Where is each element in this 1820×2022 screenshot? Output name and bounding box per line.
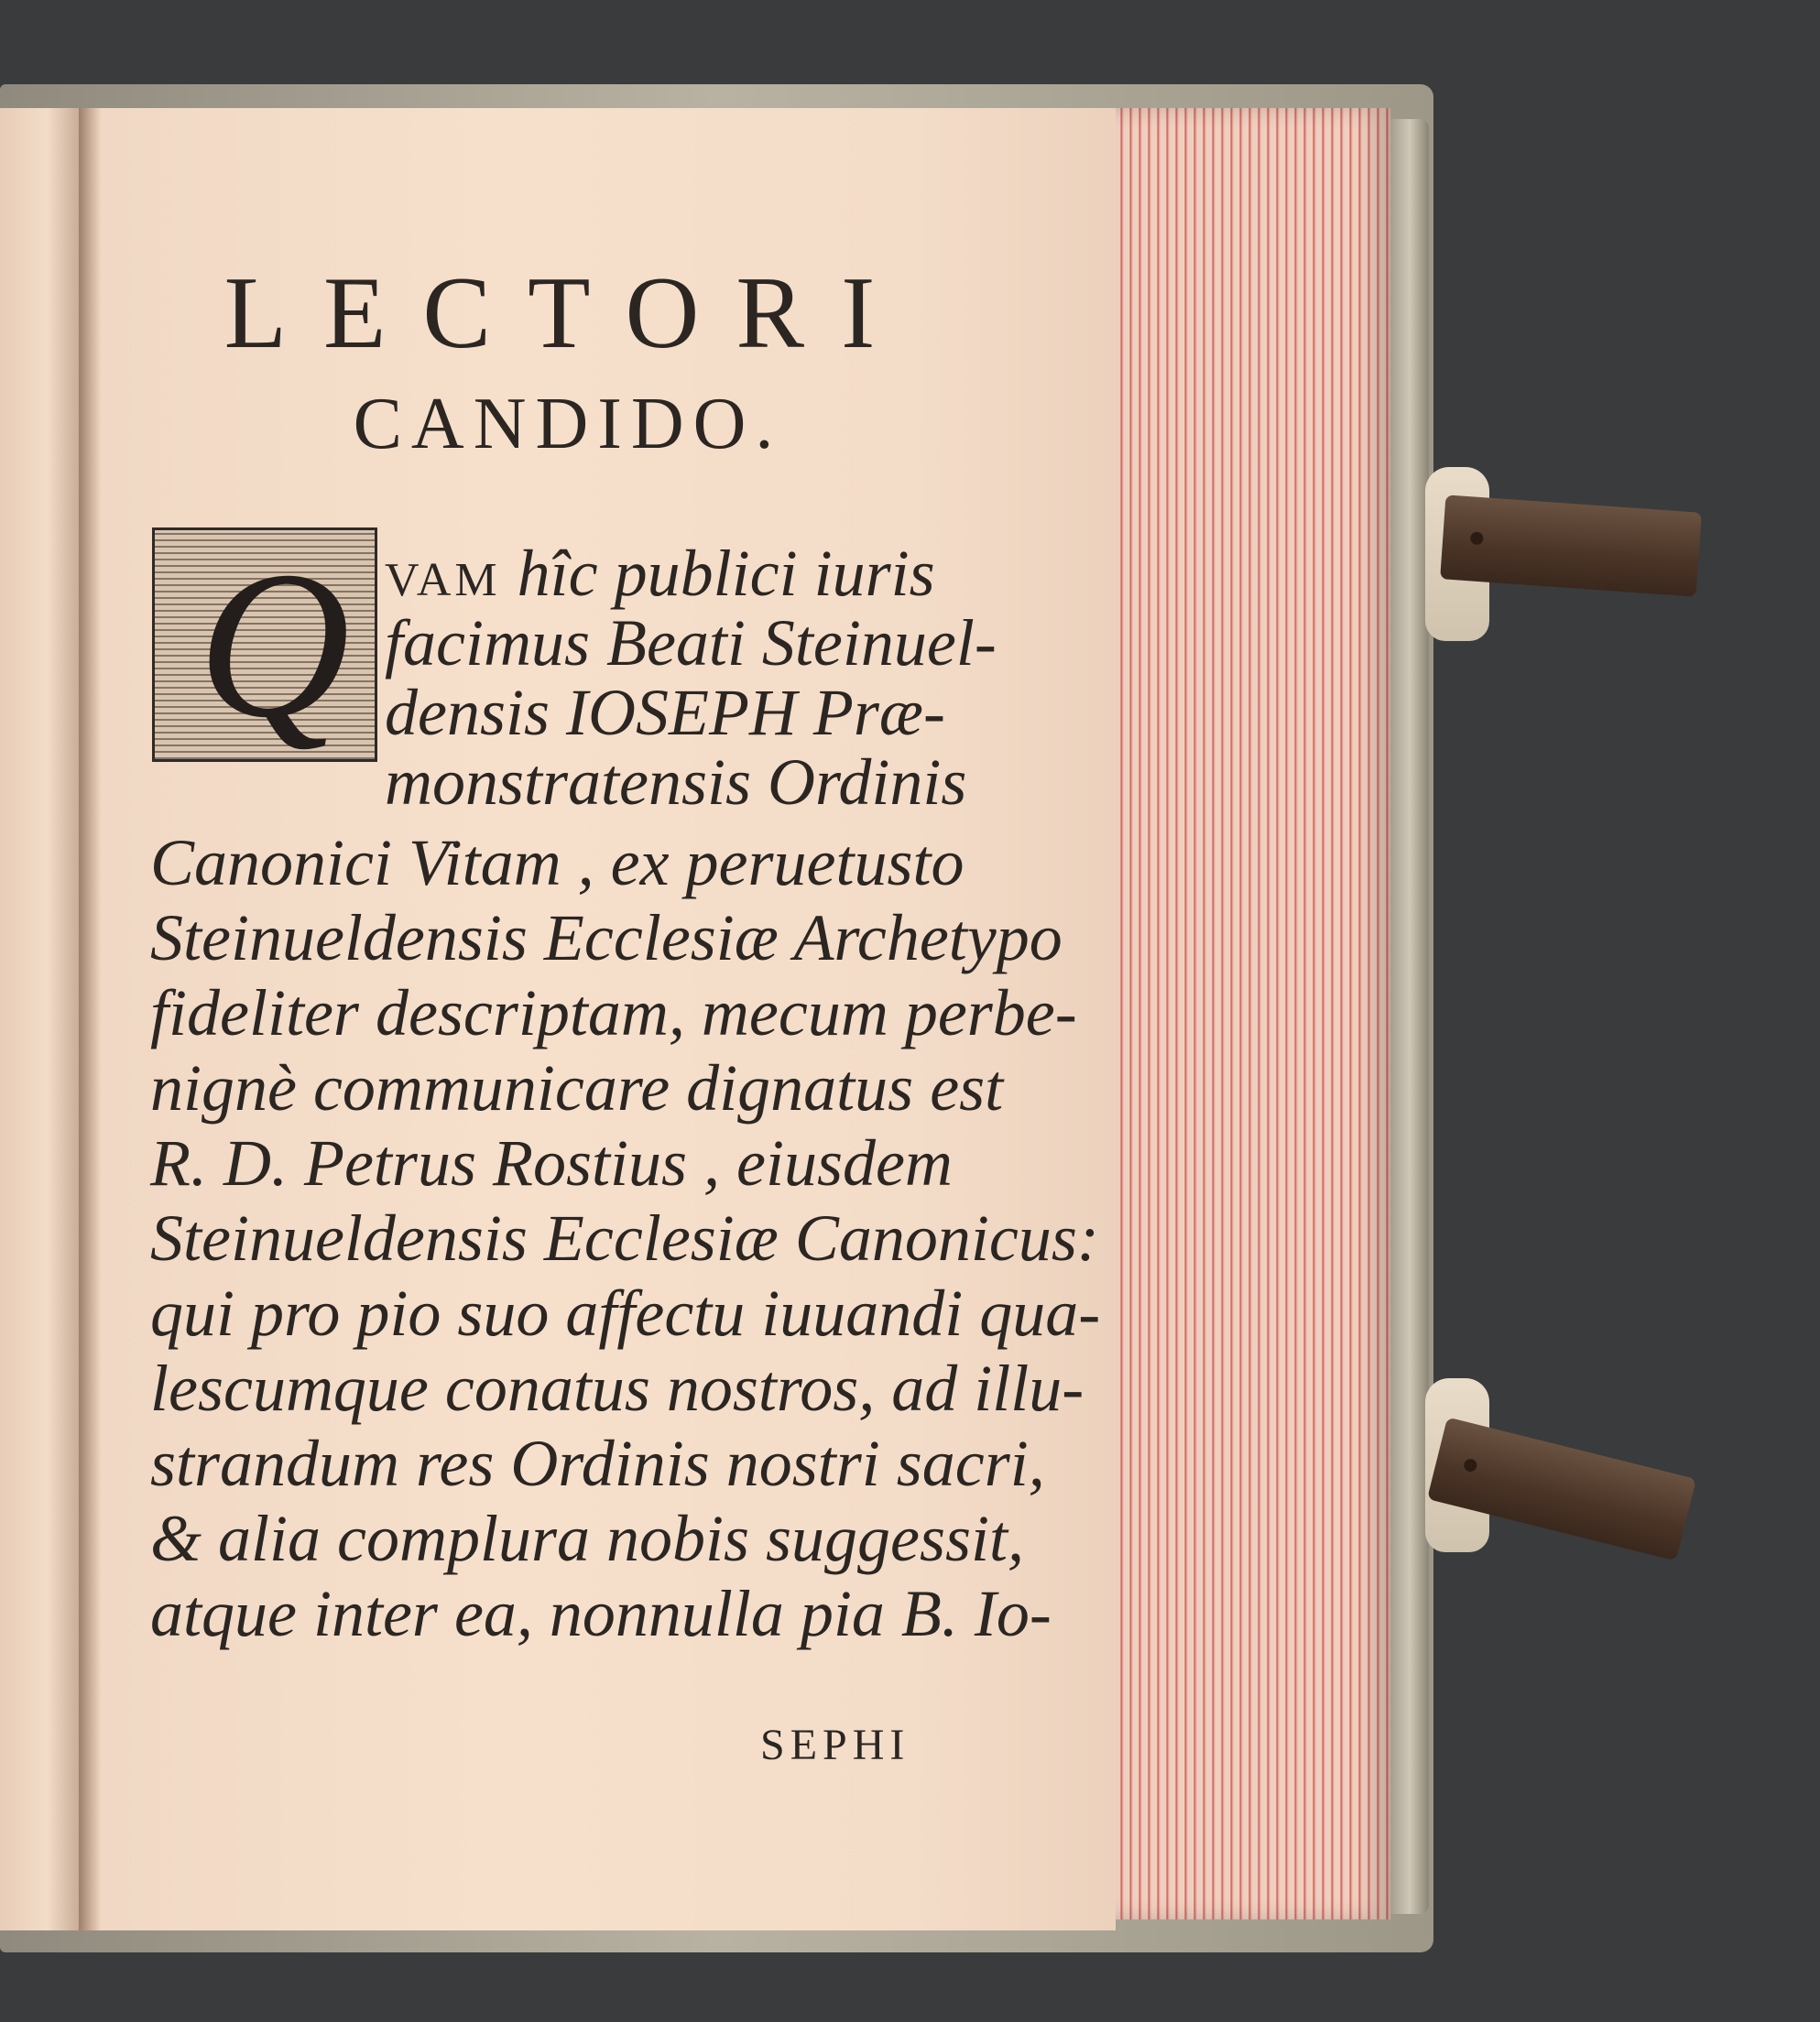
smallcaps-word: VAM (385, 554, 501, 606)
text-line: atque inter ea, nonnulla pia B. Io- (150, 1577, 1052, 1650)
text-line: & alia complura nobis suggessit, (150, 1502, 1025, 1575)
text-line: nignè communicare dignatus est (150, 1051, 1004, 1125)
right-page (101, 108, 1116, 1930)
clasp-top (1440, 495, 1702, 596)
text-line: Steinueldensis Ecclesiæ Canonicus: (150, 1201, 1099, 1275)
cover-edge (1390, 119, 1429, 1914)
text-line: Steinueldensis Ecclesiæ Archetypo (150, 901, 1063, 974)
text-line: fideliter descriptam, mecum perbe- (150, 976, 1077, 1049)
text-line: Canonici Vitam , ex peruetusto (150, 826, 964, 899)
text-line (385, 538, 935, 615)
decorated-initial (152, 527, 377, 762)
text-line: lescumque conatus nostros, ad illu- (150, 1352, 1084, 1425)
page-heading-candido: CANDIDO. (353, 384, 783, 464)
page-fore-edge (1116, 108, 1390, 1919)
text-line: densis IOSEPH Præ- (385, 676, 945, 749)
text-line: strandum res Ordinis nostri sacri, (150, 1427, 1045, 1500)
catchword: SEPHI (760, 1721, 910, 1769)
book-gutter (79, 108, 101, 1930)
text-line: monstratensis Ordinis (385, 745, 967, 819)
text-line: R. D. Petrus Rostius , eiusdem (150, 1126, 953, 1200)
initial-letter: Q (197, 527, 351, 761)
left-page-edge (0, 108, 79, 1930)
text-line-rest: hîc publici iuris (500, 537, 935, 610)
page-heading-lectori: LECTORI (223, 256, 912, 370)
text-line: facimus Beati Steinuel- (385, 606, 997, 679)
text-line: qui pro pio suo affectu iuuandi qua- (150, 1277, 1101, 1350)
